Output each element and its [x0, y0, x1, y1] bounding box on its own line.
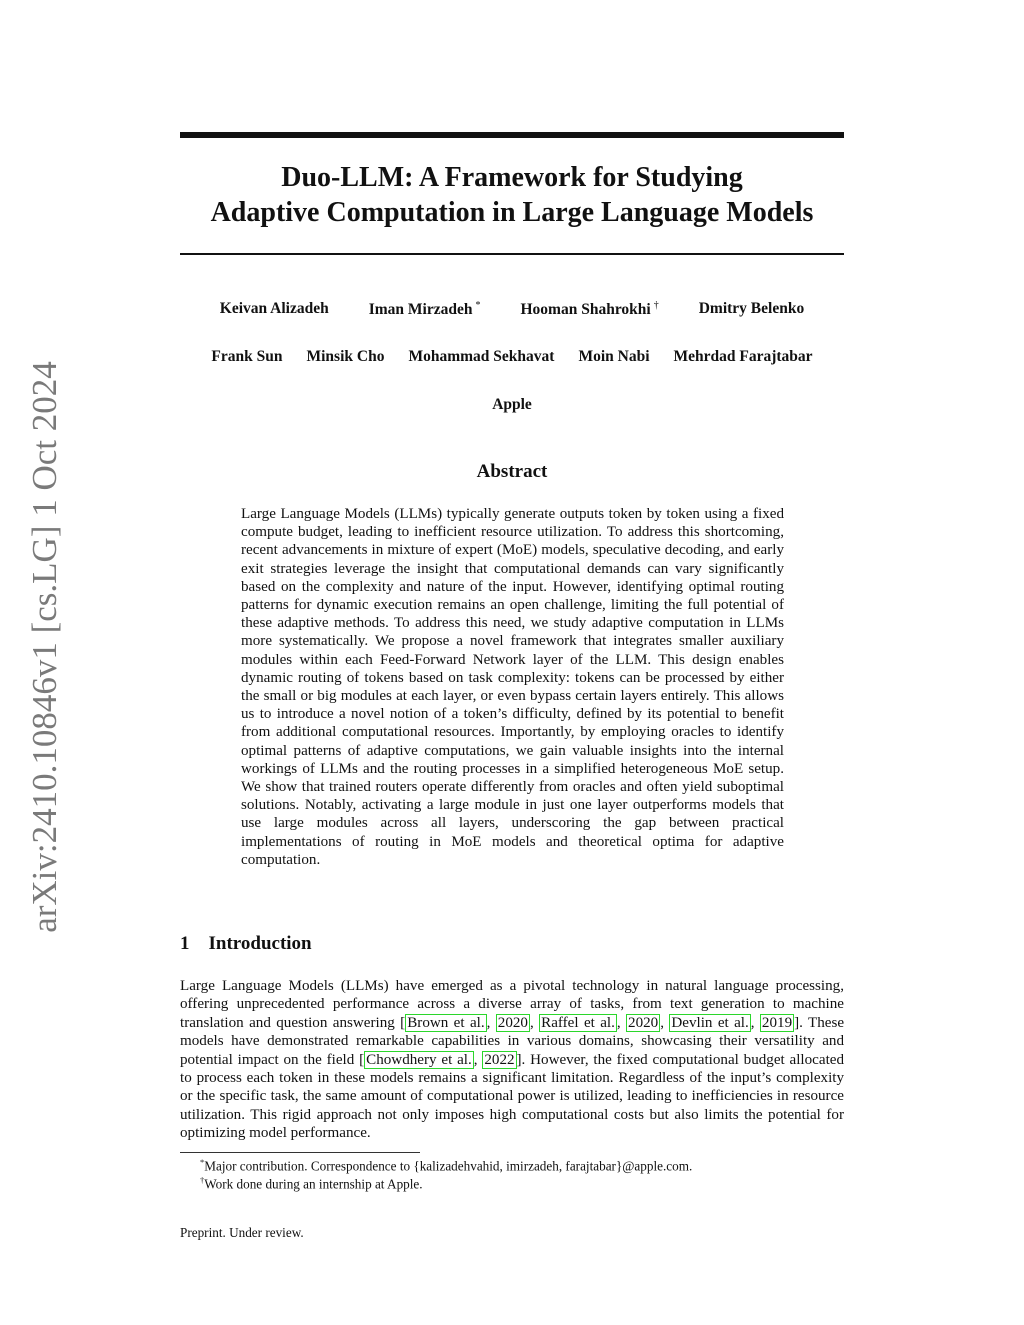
- abstract-body: Large Language Models (LLMs) typically generate outputs token by token using a fixed compute budget, leading to inefficient resource utilization. To address this shortcoming, recent advancements in mixture of expert (MoE) models, speculative decoding, and early exit strategies leverage the insight that computational demands can vary significantly based on the complexity and nature of the input. However, identifying optimal routing patterns for dynamic execution remains an open challenge, limiting the full potential of these adaptive methods. To address this need, we study adaptive computation in LLMs more systematically. We propose a novel framework that integrates smaller auxiliary modules within each Feed-Forward Network layer of the LLM. This design enables dynamic routing of tokens based on task complexity: tokens can be processed by either the small or big modules at each layer, or even bypass certain layers entirely. This allows us to introduce a novel notion of a token’s difficulty, defined by its potential to benefit from additional computational resources. Importantly, by employing oracles to identify optimal patterns of adaptive computations, we gain valuable insights into the internal workings of LLMs and the routing processes in a simplified heterogeneous MoE setup. We show that trained routers operate differently from oracles and often yield suboptimal solutions. Notably, activating a large module in just one layer outperforms models that use large modules across all layers, underscoring the gap between practical implementations of routing in MoE models and theoretical optima for adaptive computation.: [241, 506, 784, 868]
- title-line-1: Duo-LLM: A Framework for Studying: [281, 162, 743, 193]
- footnote-mark: †: [200, 1175, 205, 1185]
- title-top-rule: [180, 132, 844, 138]
- section-number: 1: [180, 933, 190, 954]
- author: Keivan Alizadeh: [219, 300, 329, 317]
- author: Mehrdad Farajtabar: [673, 348, 813, 365]
- arxiv-identifier: arXiv:2410.10846v1 [cs.LG] 1 Oct 2024: [25, 361, 64, 933]
- author: Mohammad Sekhavat: [408, 348, 555, 365]
- citation-link[interactable]: 2022: [484, 1051, 515, 1068]
- preprint-notice: Preprint. Under review.: [180, 1225, 304, 1240]
- section-title: Introduction: [208, 933, 312, 954]
- section-heading-introduction: [180, 933, 312, 955]
- author: Hooman Shahrokhi †: [520, 300, 659, 319]
- footnote-mark: †: [653, 300, 659, 311]
- paper-title: [180, 160, 844, 230]
- author: Moin Nabi: [578, 348, 650, 365]
- title-line-2: Adaptive Computation in Large Language Models: [210, 197, 814, 228]
- author-row-2: [180, 348, 844, 366]
- affiliation: Apple: [492, 396, 532, 413]
- author: Frank Sun: [211, 348, 283, 365]
- author: Dmitry Belenko: [698, 300, 805, 317]
- footnote: †Work done during an internship at Apple.: [200, 1175, 423, 1192]
- citation-link[interactable]: Chowdhery et al.: [366, 1051, 472, 1068]
- citation-link[interactable]: 2020: [497, 1014, 528, 1031]
- citation-link[interactable]: 2019: [761, 1014, 793, 1031]
- author: Minsik Cho: [306, 348, 385, 365]
- footnote: *Major contribution. Correspondence to {kalizadehvahid, imirzadeh, farajtabar}@apple.com.: [200, 1157, 693, 1174]
- introduction-paragraph: Large Language Models (LLMs) have emerged as a pivotal technology in natural language processing, offering unprecedented performance across a diverse array of tasks, from text generation to machine translation and question answering [ Brown et al. , 2020 , Raffel et al. , 2020 , Devlin et al. , 2019 ]. These models have demonstrated remarkable capabilities in various domains, showcasing their versatility and potential impact on the field [ Chowdhery et al. , 2022 ]. However, the fixed computational budget allocated to process each token in these models remains a significant limitation. Regardless of the input’s complexity or the specific task, the same amount of computational power is utilized, leading to inefficiencies in resource utilization. This rigid approach not only imposes high computational costs but also limits the potential for optimizing model performance.: [180, 978, 845, 1142]
- abstract-heading: Abstract: [476, 461, 548, 482]
- citation-link[interactable]: Devlin et al.: [671, 1014, 749, 1031]
- author-row-1: [180, 300, 844, 319]
- footnote-rule: [180, 1152, 420, 1153]
- citation-link[interactable]: Brown et al.: [407, 1014, 485, 1031]
- citation-link[interactable]: 2020: [628, 1014, 659, 1031]
- citation-link[interactable]: Raffel et al.: [541, 1014, 615, 1031]
- author: Iman Mirzadeh *: [368, 300, 481, 319]
- footnote-mark: *: [475, 300, 481, 311]
- footnote-mark: *: [200, 1157, 205, 1167]
- title-bottom-rule: [180, 253, 844, 255]
